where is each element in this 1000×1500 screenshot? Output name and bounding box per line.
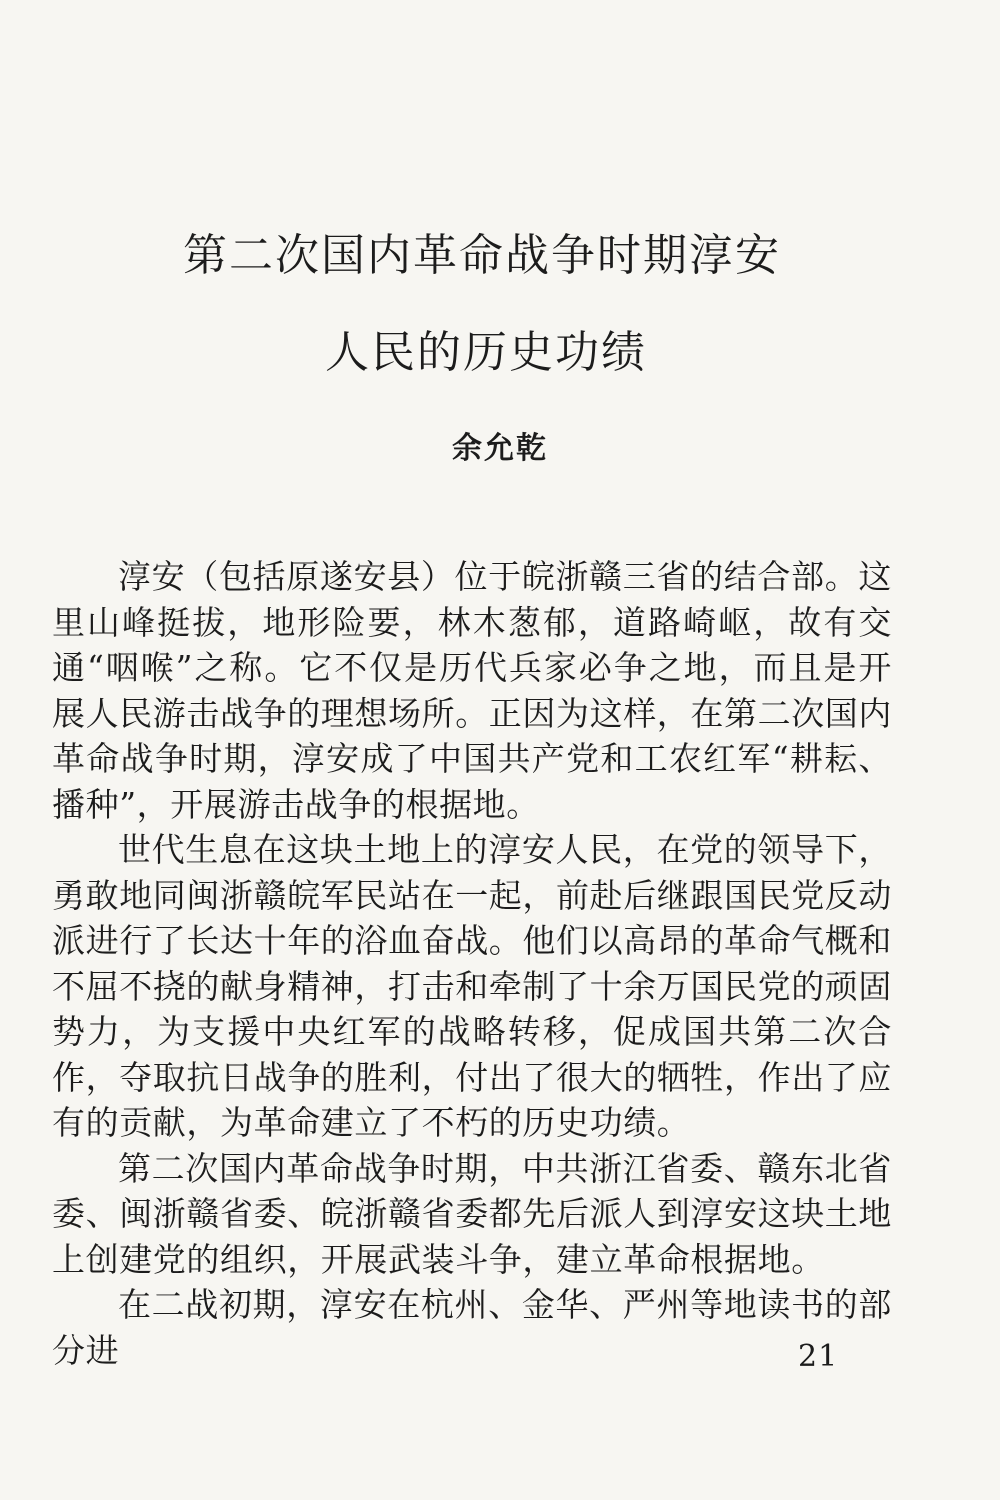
paragraph: 淳安（包括原遂安县）位于皖浙赣三省的结合部。这里山峰挺拔，地形险要，林木葱郁，道路崎岖，故有交通“咽喉”之称。它不仅是历代兵家必争之地，而且是开展人民游击战争的理想场所。正因为这样，在第二次国内革命战争时期，淳安成了中国共产党和工农红军“耕耘、播种”，开展游击战争的根据地。 <box>52 557 892 824</box>
article-body <box>52 554 892 1373</box>
author-name: 余允乾 <box>452 431 548 466</box>
paragraph: 第二次国内革命战争时期，中共浙江省委、赣东北省委、闽浙赣省委、皖浙赣省委都先后派人到淳安这块土地上创建党的组织，开展武装斗争，建立革命根据地。 <box>52 1148 892 1279</box>
article-title-line-1: 第二次国内革命战争时期淳安 <box>183 230 781 281</box>
article-title-line-2: 人民的历史功绩 <box>325 327 647 378</box>
page-number: 21 <box>798 1339 839 1374</box>
paragraph: 世代生息在这块土地上的淳安人民，在党的领导下，勇敢地同闽浙赣皖军民站在一起，前赴后继跟国民党反动派进行了长达十年的浴血奋战。他们以高昂的革命气概和不屈不挠的献身精神，打击和牵制了十余万国民党的顽固势力，为支援中央红军的战略转移，促成国共第二次合作，夺取抗日战争的胜利，付出了很大的牺牲，作出了应有的贡献，为革命建立了不朽的历史功绩。 <box>52 830 892 1142</box>
paragraph: 在二战初期，淳安在杭州、金华、严州等地读书的部分进 <box>52 1285 892 1370</box>
